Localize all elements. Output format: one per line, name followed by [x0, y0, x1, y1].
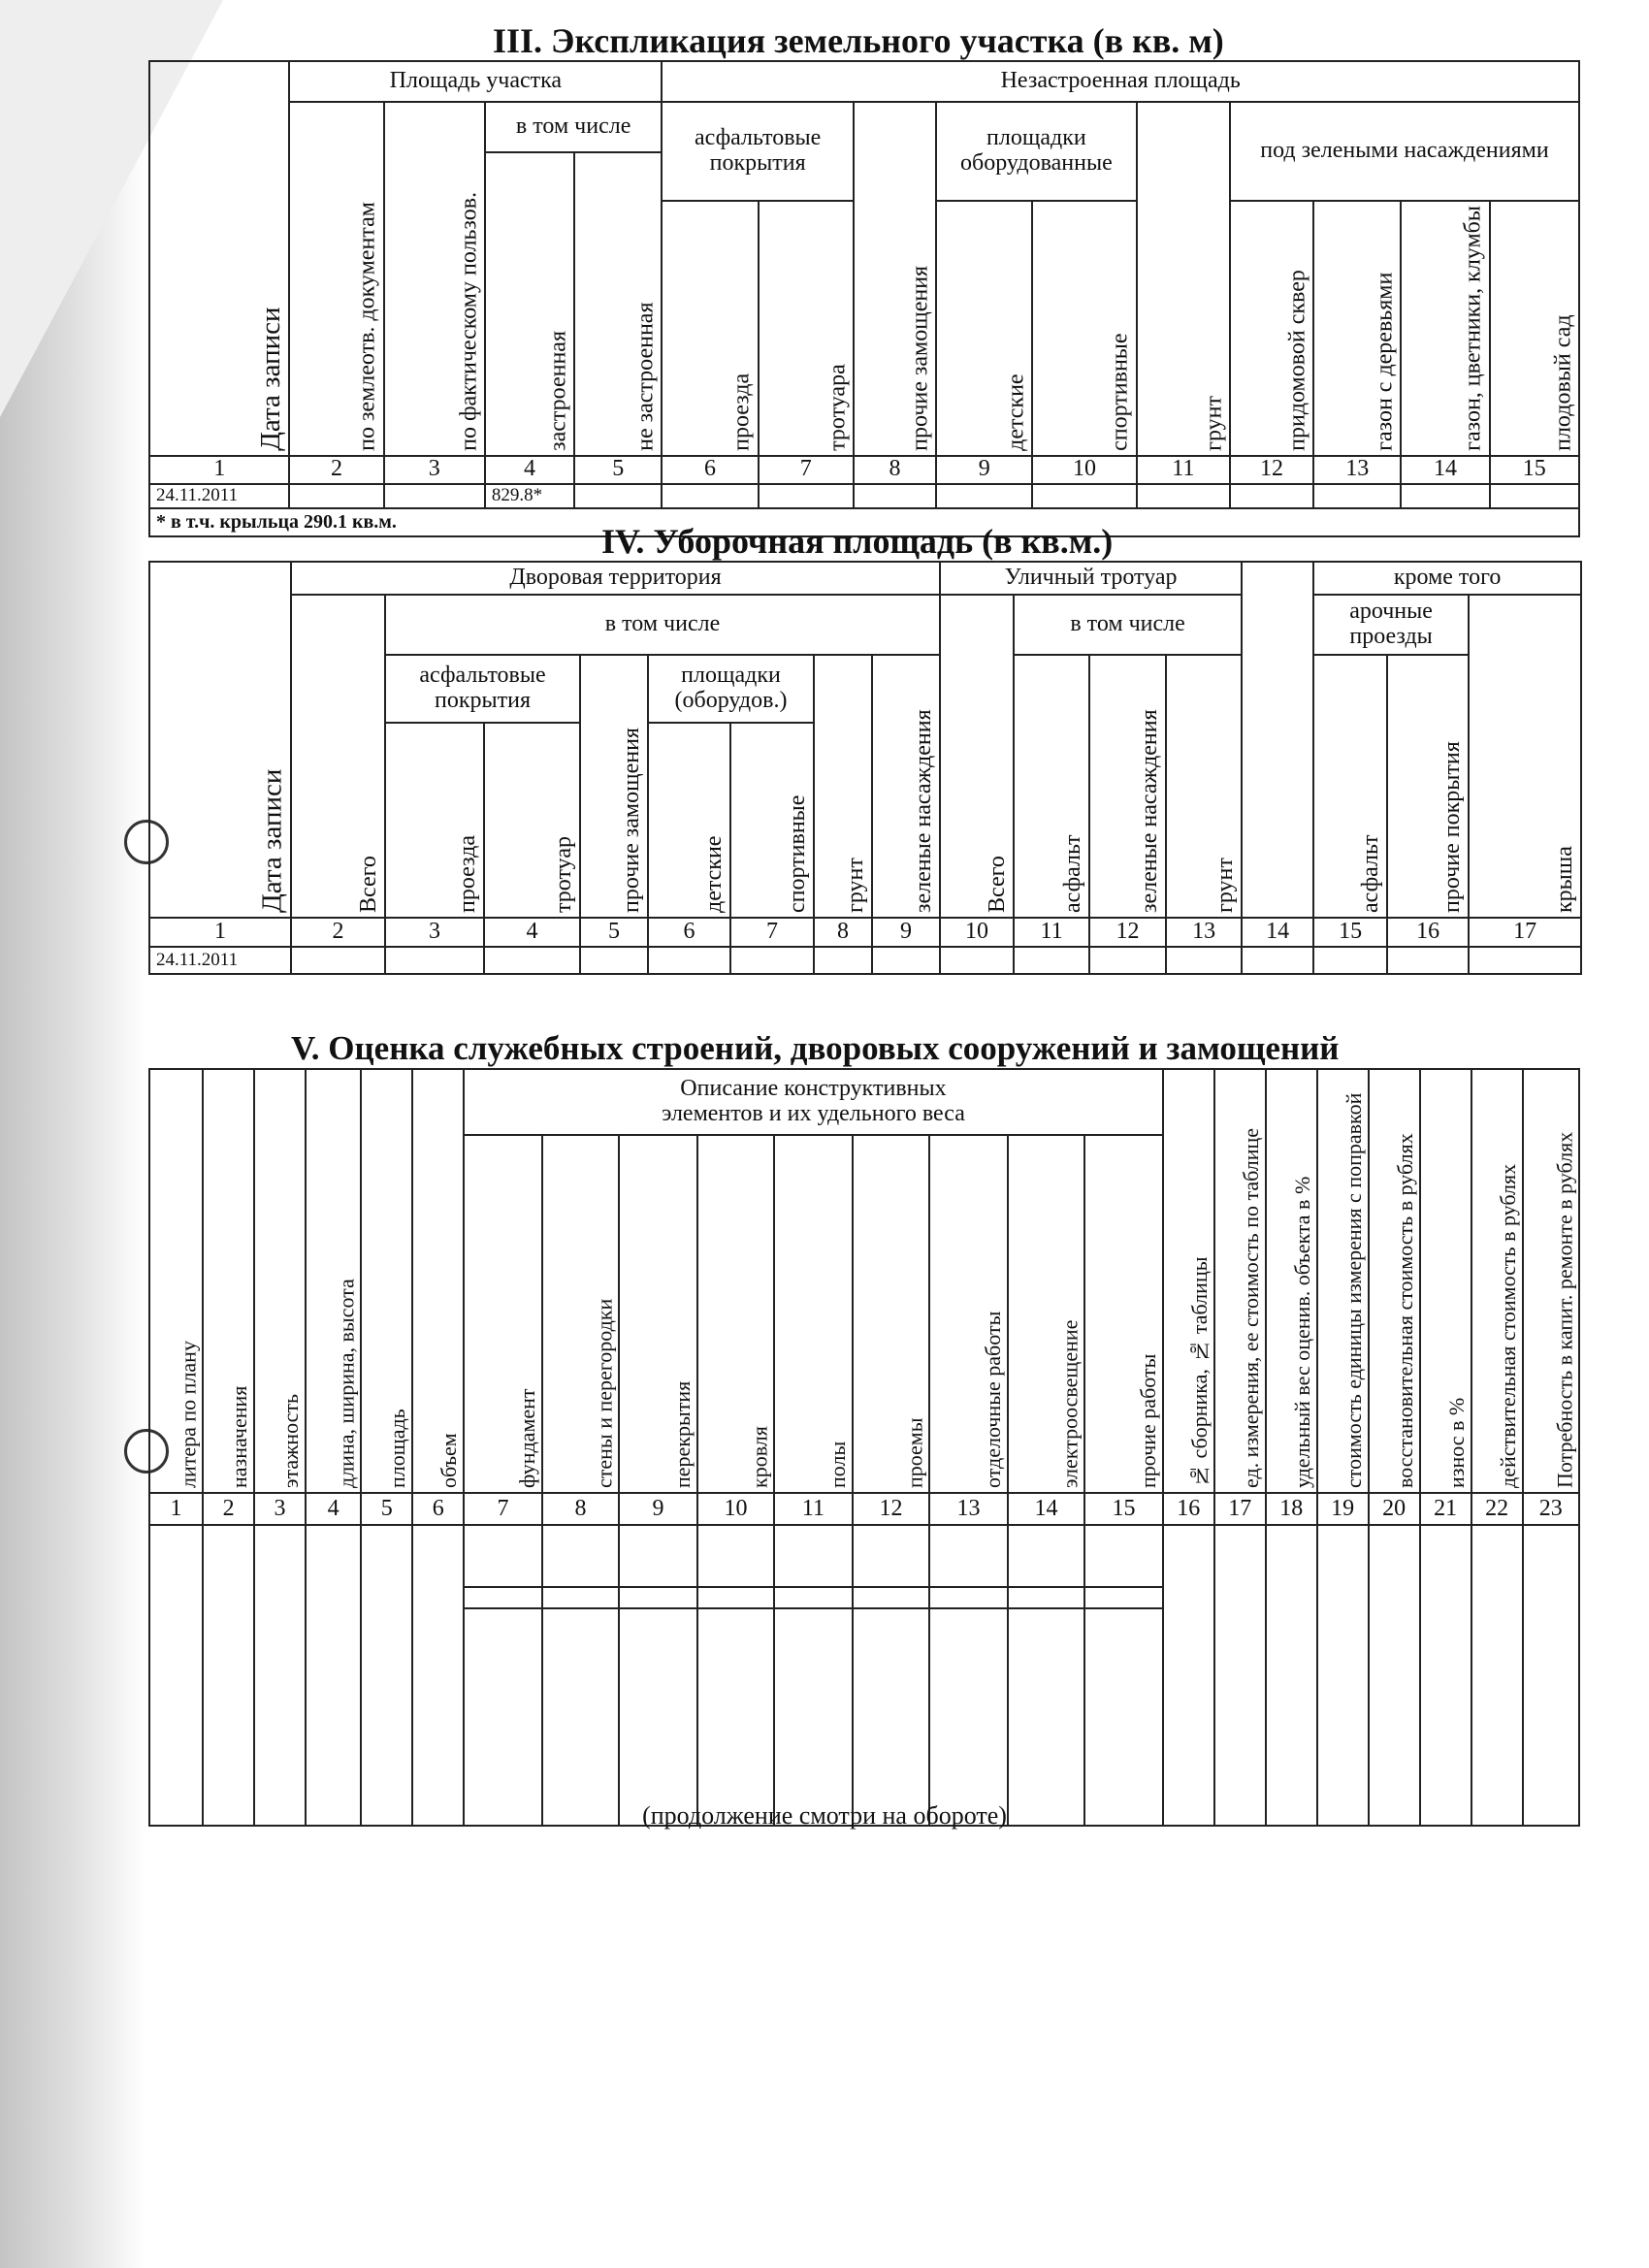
empty-cell — [1401, 484, 1489, 508]
col-yard-square-header: придомовой сквер — [1230, 201, 1313, 456]
col-number: 4 — [306, 1493, 361, 1525]
empty-cell — [1230, 484, 1313, 508]
col-number: 4 — [485, 456, 574, 484]
porch-footnote: * в т.ч. крыльца 290.1 кв.м. — [149, 508, 1579, 536]
empty-cell — [1469, 947, 1581, 974]
col-number: 18 — [1266, 1493, 1317, 1525]
empty-cell — [1266, 1525, 1317, 1826]
col-number: 7 — [464, 1493, 542, 1525]
col-number: 19 — [1317, 1493, 1369, 1525]
col-sports-header: спортивные — [1032, 201, 1136, 456]
col-orchard-header: плодовый сад — [1490, 201, 1579, 456]
empty-cell — [464, 1525, 542, 1587]
empty-cell — [936, 484, 1032, 508]
col-finishing-header: отделочные работы — [929, 1135, 1008, 1493]
empty-cell — [1387, 947, 1469, 974]
empty-cell — [542, 1608, 619, 1826]
asphalt-coverings-header: асфальтовые покрытия — [385, 655, 580, 723]
including-header: в том числе — [485, 102, 663, 152]
col-number: 17 — [1469, 918, 1581, 947]
col-number: 9 — [936, 456, 1032, 484]
equipped-areas-header: площадки оборудованные — [936, 102, 1137, 201]
col-number: 14 — [1242, 918, 1313, 947]
col-number: 13 — [1166, 918, 1242, 947]
structural-elements-group-header: Описание конструктивных элементов и их удельного веса — [464, 1069, 1163, 1135]
col-number: 6 — [648, 918, 730, 947]
section-5-title: V. Оценка служебных строений, дворовых сооружений и замощений — [291, 1029, 1340, 1067]
empty-cell — [1242, 947, 1313, 974]
col-number: 11 — [774, 1493, 853, 1525]
col-specific-weight-header: удельный вес оценив. объекта в % — [1266, 1069, 1317, 1493]
col-number: 8 — [814, 918, 872, 947]
platforms-header: площадки (оборудов.) — [648, 655, 814, 723]
cleaning-area-table — [148, 561, 1582, 975]
col-number: 16 — [1163, 1493, 1214, 1525]
unbuilt-area-group-header: Незастроенная площадь — [662, 61, 1579, 102]
table-row — [149, 484, 1579, 508]
empty-cell — [929, 1587, 1008, 1608]
col-wear-header: износ в % — [1420, 1069, 1471, 1493]
col-yard-total-header: Всего — [291, 595, 385, 918]
empty-cell — [289, 484, 383, 508]
col-number: 1 — [149, 456, 289, 484]
col-unit-cost-header: ед. измерения, ее стоимость по таблице — [1214, 1069, 1266, 1493]
empty-cell — [853, 1587, 929, 1608]
empty-cell — [1313, 947, 1387, 974]
empty-cell — [384, 484, 485, 508]
outbuildings-valuation-table — [148, 1068, 1580, 1827]
col-sports-header: спортивные — [730, 723, 814, 918]
empty-cell — [1523, 1525, 1579, 1826]
empty-cell — [853, 1608, 929, 1826]
col-arch-asphalt-header: асфальт — [1313, 655, 1387, 918]
empty-cell — [774, 1525, 853, 1587]
asphalt-coverings-header: асфальтовые покрытия — [662, 102, 854, 201]
col-number: 13 — [1313, 456, 1401, 484]
empty-cell — [542, 1525, 619, 1587]
col-number: 9 — [619, 1493, 697, 1525]
col-number: 12 — [853, 1493, 929, 1525]
street-including-header: в том числе — [1014, 595, 1242, 655]
empty-cell — [1008, 1525, 1084, 1587]
empty-cell — [1317, 1525, 1369, 1826]
col-number: 3 — [254, 1493, 306, 1525]
empty-cell — [1014, 947, 1089, 974]
empty-cell — [619, 1525, 697, 1587]
empty-cell — [929, 1525, 1008, 1587]
col-number: 5 — [580, 918, 648, 947]
green-plantings-header: под зелеными насаждениями — [1230, 102, 1579, 201]
empty-cell — [1471, 1525, 1523, 1826]
col-number: 9 — [872, 918, 940, 947]
col-number: 17 — [1214, 1493, 1266, 1525]
col-ground-header: грунт — [814, 655, 872, 918]
empty-cell — [929, 1608, 1008, 1826]
col-sidewalk-header: тротуар — [484, 723, 580, 918]
empty-cell — [1084, 1587, 1163, 1608]
col-number: 1 — [149, 918, 291, 947]
col-lawn-trees-header: газон с деревьями — [1313, 201, 1401, 456]
arch-passages-header: арочные проезды — [1313, 595, 1469, 655]
col-number: 1 — [149, 1493, 203, 1525]
col-number: 12 — [1230, 456, 1313, 484]
col-number: 3 — [384, 456, 485, 484]
empty-cell — [361, 1525, 412, 1826]
col-number: 2 — [291, 918, 385, 947]
entry-date-cell: 24.11.2011 — [149, 484, 289, 508]
col-entry-date-header: Дата записи — [149, 61, 289, 456]
col-number: 6 — [412, 1493, 464, 1525]
col-driveway-header: проезда — [662, 201, 758, 456]
section-4-title: IV. Уборочная площадь (в кв.м.) — [601, 522, 1114, 561]
empty-cell — [1008, 1587, 1084, 1608]
empty-cell — [648, 947, 730, 974]
empty-cell — [853, 1525, 929, 1587]
street-sidewalk-group-header: Уличный тротуар — [940, 562, 1242, 595]
col-number: 7 — [759, 456, 854, 484]
empty-cell — [759, 484, 854, 508]
col-street-ground-header: грунт — [1166, 655, 1242, 918]
col-area-header: площадь — [361, 1069, 412, 1493]
column-numbers-row — [149, 1493, 1579, 1525]
col-children-header: детские — [648, 723, 730, 918]
col-number: 11 — [1014, 918, 1089, 947]
col-openings-header: проемы — [853, 1135, 929, 1493]
col-lawn-flowerbeds-header: газон, цветники, клумбы — [1401, 201, 1489, 456]
col-number: 22 — [1471, 1493, 1523, 1525]
col-arch-other-header: прочие покрытия — [1387, 655, 1469, 918]
col-not-built-up-header: не застроенная — [574, 152, 662, 456]
col-number: 10 — [697, 1493, 774, 1525]
col-electric-header: электроосвещение — [1008, 1135, 1084, 1493]
empty-cell — [940, 947, 1014, 974]
col-built-up-header: застроенная — [485, 152, 574, 456]
empty-cell — [254, 1525, 306, 1826]
empty-cell — [1166, 947, 1242, 974]
col-floors-slabs-header: перекрытия — [619, 1135, 697, 1493]
col-number: 2 — [203, 1493, 254, 1525]
col-number: 10 — [940, 918, 1014, 947]
plot-area-group-header: Площадь участка — [289, 61, 662, 102]
empty-cell — [1089, 947, 1166, 974]
col-number: 5 — [574, 456, 662, 484]
empty-cell — [484, 947, 580, 974]
col-other-paving-header: прочие замощения — [580, 655, 648, 918]
col-roofing-header: кровля — [697, 1135, 774, 1493]
empty-cell — [542, 1587, 619, 1608]
empty-cell — [1214, 1525, 1266, 1826]
besides-group-header: кроме того — [1313, 562, 1581, 595]
col-floors-header: этажность — [254, 1069, 306, 1493]
col-number: 14 — [1401, 456, 1489, 484]
col-by-actual-use-header: по фактическому пользов. — [384, 102, 485, 456]
col-number: 3 — [385, 918, 484, 947]
empty-cell — [872, 947, 940, 974]
col-driveway-header: проезда — [385, 723, 484, 918]
col-repair-need-header: Потребность в капит. ремонте в рублях — [1523, 1069, 1579, 1493]
col-collection-table-header: № сборника, № таблицы — [1163, 1069, 1214, 1493]
column-numbers-row — [149, 918, 1581, 947]
col-number: 4 — [484, 918, 580, 947]
col-number: 15 — [1084, 1493, 1163, 1525]
col-flooring-header: полы — [774, 1135, 853, 1493]
col-number: 23 — [1523, 1493, 1579, 1525]
empty-cell — [697, 1525, 774, 1587]
col-number: 8 — [542, 1493, 619, 1525]
col-number: 13 — [929, 1493, 1008, 1525]
col-roof-header: крыша — [1469, 595, 1581, 918]
empty-cell — [619, 1608, 697, 1826]
col-street-total-header: Всего — [940, 595, 1014, 918]
empty-cell — [814, 947, 872, 974]
empty-cell — [464, 1587, 542, 1608]
empty-cell — [1084, 1525, 1163, 1587]
col-sidewalk-header: тротуара — [759, 201, 854, 456]
col-number: 20 — [1369, 1493, 1420, 1525]
col-other-paving-header: прочие замощения — [854, 102, 936, 456]
yard-including-header: в том числе — [385, 595, 940, 655]
col-walls-header: стены и перегородки — [542, 1135, 619, 1493]
col-entry-date-header: Дата записи — [149, 562, 291, 918]
empty-cell — [1137, 484, 1230, 508]
col-purpose-header: назначения — [203, 1069, 254, 1493]
empty-cell — [580, 947, 648, 974]
col-number: 21 — [1420, 1493, 1471, 1525]
col-number: 15 — [1313, 918, 1387, 947]
empty-cell — [306, 1525, 361, 1826]
land-plot-explication-table — [148, 60, 1580, 537]
col-number: 7 — [730, 918, 814, 947]
empty-cell — [203, 1525, 254, 1826]
empty-cell — [774, 1608, 853, 1826]
entry-date-cell: 24.11.2011 — [149, 947, 291, 974]
col-actual-cost-header: действительная стоимость в рублях — [1471, 1069, 1523, 1493]
col-other-works-header: прочие работы — [1084, 1135, 1163, 1493]
col-number: 15 — [1490, 456, 1579, 484]
empty-cell — [1420, 1525, 1471, 1826]
col-number: 16 — [1387, 918, 1469, 947]
col-number: 12 — [1089, 918, 1166, 947]
table-row — [149, 1525, 1579, 1587]
col-adjusted-cost-header: стоимость единицы измерения с поправкой — [1317, 1069, 1369, 1493]
col-number: 11 — [1137, 456, 1230, 484]
col-number: 10 — [1032, 456, 1136, 484]
empty-cell — [774, 1587, 853, 1608]
empty-cell — [619, 1587, 697, 1608]
col-unlabeled-header — [1242, 562, 1313, 918]
yard-territory-group-header: Дворовая территория — [291, 562, 940, 595]
empty-cell — [854, 484, 936, 508]
empty-cell — [697, 1608, 774, 1826]
empty-cell — [291, 947, 385, 974]
empty-cell — [697, 1587, 774, 1608]
col-number: 2 — [289, 456, 383, 484]
col-dimensions-header: длина, ширина, высота — [306, 1069, 361, 1493]
col-plan-letter-header: литера по плану — [149, 1069, 203, 1493]
empty-cell — [730, 947, 814, 974]
empty-cell — [385, 947, 484, 974]
col-restoration-cost-header: восстановительная стоимость в рублях — [1369, 1069, 1420, 1493]
section-3-title: III. Экспликация земельного участка (в кв. м) — [493, 21, 1224, 60]
continued-on-back-note: (продолжение смотри на обороте) — [642, 1801, 1007, 1830]
empty-cell — [412, 1525, 464, 1826]
col-street-green-header: зеленые насаждения — [1089, 655, 1166, 918]
empty-cell — [1163, 1525, 1214, 1826]
col-green-plantings-header: зеленые насаждения — [872, 655, 940, 918]
empty-cell — [464, 1608, 542, 1826]
empty-cell — [149, 1525, 203, 1826]
empty-cell — [1313, 484, 1401, 508]
built-up-area-cell: 829.8* — [485, 484, 574, 508]
col-foundation-header: фундамент — [464, 1135, 542, 1493]
col-street-asphalt-header: асфальт — [1014, 655, 1089, 918]
col-number: 5 — [361, 1493, 412, 1525]
empty-cell — [1490, 484, 1579, 508]
col-volume-header: объем — [412, 1069, 464, 1493]
col-by-documents-header: по землеотв. документам — [289, 102, 383, 456]
col-number: 6 — [662, 456, 758, 484]
empty-cell — [662, 484, 758, 508]
empty-cell — [1032, 484, 1136, 508]
empty-cell — [574, 484, 662, 508]
column-numbers-row — [149, 456, 1579, 484]
empty-cell — [1008, 1608, 1084, 1826]
col-number: 14 — [1008, 1493, 1084, 1525]
empty-cell — [1369, 1525, 1420, 1826]
col-number: 8 — [854, 456, 936, 484]
empty-cell — [1084, 1608, 1163, 1826]
col-children-header: детские — [936, 201, 1032, 456]
table-row — [149, 947, 1581, 974]
col-ground-header: грунт — [1137, 102, 1230, 456]
